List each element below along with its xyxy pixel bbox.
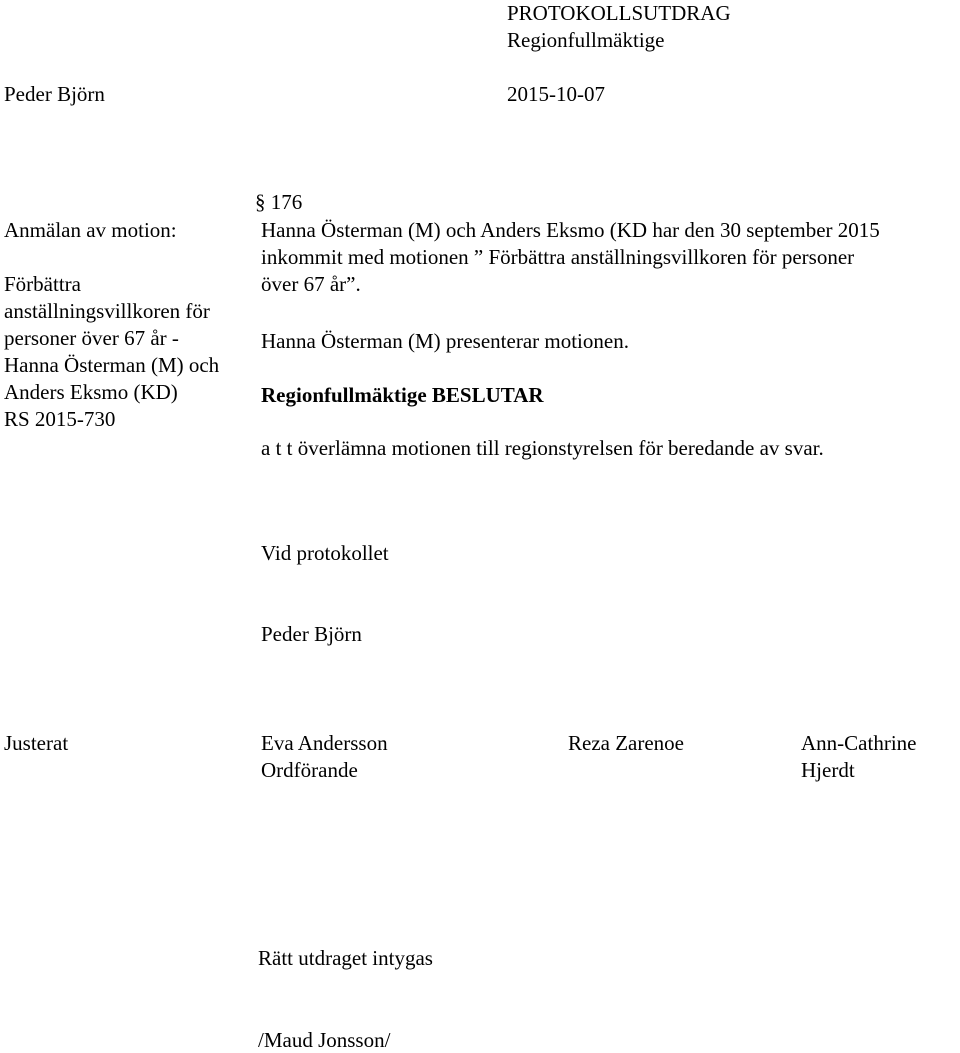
motion-text-line: över 67 år”.: [261, 272, 361, 296]
topic-line: personer över 67 år -: [4, 326, 179, 350]
paragraph-number: § 176: [255, 190, 303, 214]
topic-line: Anders Eksmo (KD): [4, 380, 178, 404]
signer-name: Ann-Cathrine: [801, 731, 917, 755]
vid-protokollet-label: Vid protokollet: [261, 541, 389, 565]
organ-name: Regionfullmäktige: [507, 28, 665, 52]
secretary-name-header: Peder Björn: [4, 82, 105, 106]
secretary-signature-name: Peder Björn: [261, 622, 362, 646]
decision-text: a t t överlämna motionen till regionstyrelsen för beredande av svar.: [261, 436, 824, 460]
item-label: Anmälan av motion:: [4, 218, 177, 242]
meeting-date: 2015-10-07: [507, 82, 605, 106]
certification-signer: /Maud Jonsson/: [258, 1028, 391, 1052]
signer-name: Eva Andersson: [261, 731, 388, 755]
motion-text-line: inkommit med motionen ” Förbättra anställningsvillkoren för personer: [261, 245, 855, 269]
topic-line: anställningsvillkoren för: [4, 299, 210, 323]
signer-name: Reza Zarenoe: [568, 731, 685, 755]
signer-name-continued: Hjerdt: [801, 758, 855, 782]
motion-text-line: Hanna Österman (M) och Anders Eksmo (KD har den 30 september 2015: [261, 218, 880, 242]
topic-line: Förbättra: [4, 272, 81, 296]
presenter-statement: Hanna Österman (M) presenterar motionen.: [261, 329, 629, 353]
topic-line: Hanna Österman (M) och: [4, 353, 220, 377]
document-type-title: PROTOKOLLSUTDRAG: [507, 1, 731, 25]
signer-role: Ordförande: [261, 758, 358, 782]
certification-statement: Rätt utdraget intygas: [258, 946, 433, 970]
decision-heading: Regionfullmäktige BESLUTAR: [261, 383, 544, 407]
case-number: RS 2015-730: [4, 407, 116, 431]
justerat-label: Justerat: [4, 731, 69, 755]
